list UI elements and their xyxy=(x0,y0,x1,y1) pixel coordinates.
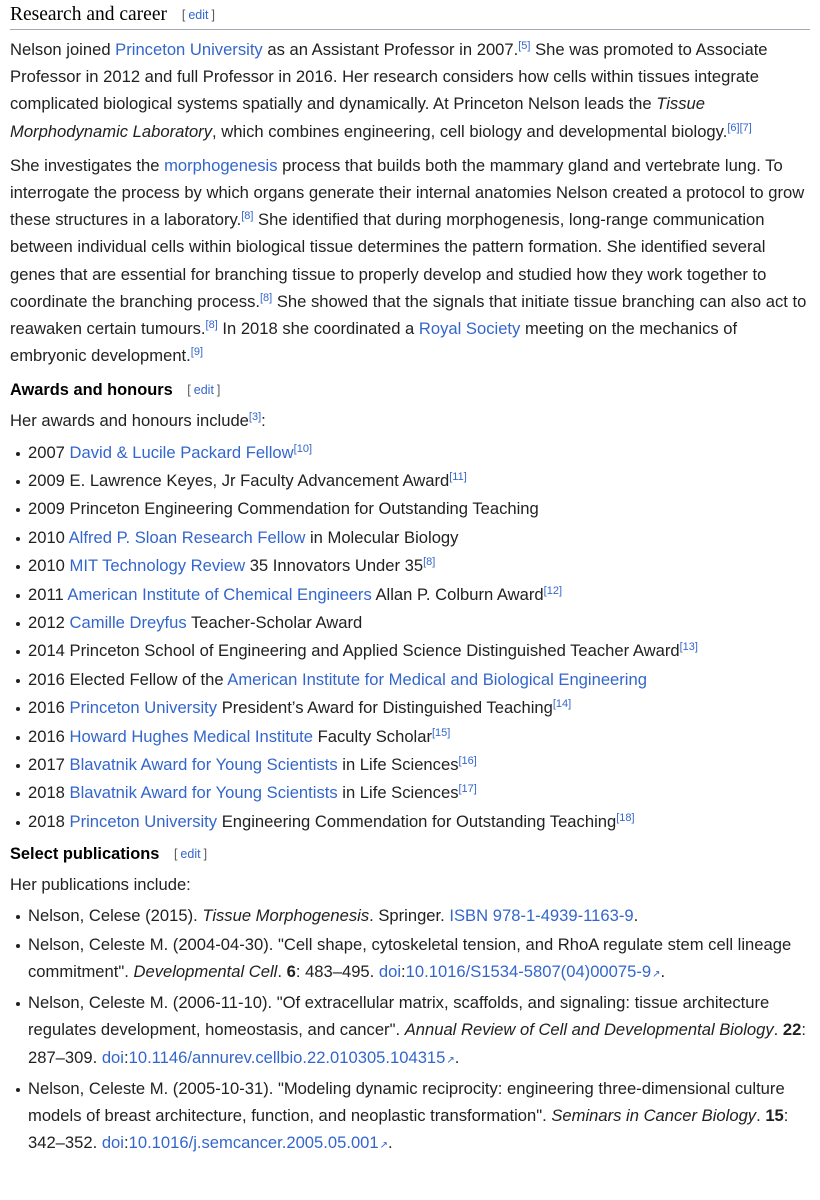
text-run: . xyxy=(277,961,287,981)
text-run: Her publications include: xyxy=(10,874,191,894)
list-item xyxy=(28,902,810,929)
text-run: Nelson, Celeste M. (2004-04-30). "Cell shape, cytoskeletal tension, and RhoA regulate stem cell lineage commitment". xyxy=(28,934,792,981)
text-run: . xyxy=(756,1106,766,1126)
text-run: Tissue Morphodynamic Laboratory xyxy=(10,94,705,141)
text-run: 2014 Princeton School of Engineering and Applied Science Distinguished Teacher Award xyxy=(28,641,680,661)
citation xyxy=(459,783,477,795)
citation-link[interactable]: [6][7] xyxy=(727,121,752,134)
text-run: 2010 xyxy=(28,527,69,547)
edit-link-awards[interactable]: edit xyxy=(193,383,214,398)
citation xyxy=(616,812,634,824)
text-run: : 342–352. xyxy=(28,1106,789,1153)
list-item xyxy=(28,637,810,664)
text-run: meeting on the mechanics of embryonic development. xyxy=(10,319,738,366)
text-run: Nelson, Celeste M. (2006-11-10). "Of extracellular matrix, scaffolds, and signaling: tissue architecture regulates development, homeostasis, and cancer". xyxy=(28,993,770,1040)
text-run: Allan P. Colburn Award xyxy=(371,584,544,604)
text-run: : xyxy=(123,1133,129,1153)
edit-link-research[interactable]: edit xyxy=(188,8,209,22)
citation xyxy=(206,319,218,331)
citation-link[interactable]: [11] xyxy=(449,471,467,484)
wiki-link[interactable]: Camille Dreyfus xyxy=(69,612,187,632)
text-run: 6 xyxy=(286,961,296,981)
section-heading-publications-title: Select publications xyxy=(10,844,160,863)
section-heading-research xyxy=(10,0,810,30)
wiki-link[interactable]: Royal Society xyxy=(418,319,521,339)
publications-intro xyxy=(10,871,810,898)
list-item xyxy=(28,666,810,693)
wiki-link[interactable]: 10.1146/annurev.cellbio.22.010305.104315 xyxy=(128,1047,446,1067)
citation-link[interactable]: [8] xyxy=(241,210,254,223)
text-run: in Life Sciences xyxy=(337,783,459,803)
citation-link[interactable]: [10] xyxy=(293,442,313,455)
research-paragraph-1 xyxy=(10,36,810,145)
section-heading-awards xyxy=(10,377,810,403)
text-run: She showed that the signals that initiate tissue branching can also act to reawaken certain tumours. xyxy=(10,291,807,339)
wiki-link[interactable]: American Institute of Chemical Engineers xyxy=(67,584,372,604)
citation xyxy=(553,698,571,710)
text-run: : 483–495. xyxy=(295,961,379,981)
wiki-link[interactable]: Princeton University xyxy=(69,811,218,831)
citation xyxy=(260,292,272,304)
text-run: in Molecular Biology xyxy=(305,527,459,547)
text-run: Nelson joined xyxy=(10,40,116,59)
wiki-link[interactable]: David & Lucile Packard Fellow xyxy=(69,442,294,462)
text-run: Teacher-Scholar Award xyxy=(186,612,363,632)
wiki-link[interactable]: 10.1016/j.semcancer.2005.05.001 xyxy=(128,1133,379,1153)
text-run: . xyxy=(454,1047,460,1067)
list-item xyxy=(28,552,810,579)
citation-link[interactable]: [13] xyxy=(679,641,698,654)
text-run: Faculty Scholar xyxy=(313,726,432,746)
section-heading-awards-title: Awards and honours xyxy=(10,381,173,400)
text-run: 2016 Elected Fellow of the xyxy=(28,669,228,689)
citation xyxy=(544,585,562,597)
edit-section-research: [ edit ] xyxy=(181,8,215,22)
wiki-link[interactable]: doi xyxy=(101,1047,124,1067)
research-paragraph-2 xyxy=(10,152,810,370)
list-item xyxy=(28,609,810,636)
text-run: She identified that during morphogenesis, long-range communication between individual cells within biological tissue determines the pattern formation. She identified several genes that are essential for branching tissue to properly develop and studied how they work together to coordinate the branching process. xyxy=(10,210,767,311)
citation-link[interactable]: [16] xyxy=(458,754,477,767)
text-run: . Springer. xyxy=(369,906,450,926)
citation xyxy=(423,556,435,568)
citation xyxy=(432,727,450,739)
citation xyxy=(459,755,477,767)
text-run: 2011 xyxy=(28,584,68,604)
text-run: 2009 E. Lawrence Keyes, Jr Faculty Advancement Award xyxy=(28,471,450,491)
edit-section-awards: [ edit ] xyxy=(187,383,221,398)
citation-link[interactable]: [15] xyxy=(432,726,451,739)
citation-link[interactable]: [17] xyxy=(458,783,477,796)
section-heading-publications xyxy=(10,841,810,867)
text-run: : xyxy=(261,411,266,431)
wiki-link[interactable]: 978-1-4939-1163-9 xyxy=(492,906,634,926)
list-item xyxy=(28,779,810,806)
list-item xyxy=(28,694,810,721)
text-run: : xyxy=(401,961,406,981)
text-run: Developmental Cell xyxy=(133,961,278,981)
list-item xyxy=(28,467,810,494)
text-run: In 2018 she coordinated a xyxy=(217,319,419,339)
list-item xyxy=(28,524,810,551)
wiki-link[interactable]: Princeton University xyxy=(115,40,263,59)
citation-link[interactable]: [12] xyxy=(543,584,563,597)
citation xyxy=(727,122,751,134)
text-run: 2018 xyxy=(28,783,70,803)
text-run: in Life Sciences xyxy=(337,754,459,774)
text-run: Seminars in Cancer Biology xyxy=(551,1106,757,1126)
wiki-link[interactable]: Blavatnik Award for Young Scientists xyxy=(69,783,338,803)
citation xyxy=(294,443,312,455)
citation-link[interactable]: [14] xyxy=(552,698,572,711)
text-run: 22 xyxy=(782,1020,802,1040)
text-run: , which combines engineering, cell biology and developmental biology. xyxy=(212,121,728,141)
text-run: She was promoted to Associate Professor in 2012 and full Professor in 2016. Her research considers how cells within tissues integrate complicated biological systems spatially and dynamically. At Princeton Nelson leads the xyxy=(10,40,768,114)
list-item xyxy=(28,808,810,835)
citation-link[interactable]: [8] xyxy=(423,556,436,569)
list-item xyxy=(28,723,810,750)
text-run: process that builds both the mammary gland and vertebrate lung. To interrogate the process by which organs generate their internal anatomies Nelson created a protocol to grow these structures in a laboratory. xyxy=(10,155,805,230)
text-run: Engineering Commendation for Outstanding Teaching xyxy=(217,811,617,831)
list-item xyxy=(28,989,810,1074)
external-link-icon: ↗ xyxy=(379,1140,389,1152)
wiki-link[interactable]: doi xyxy=(378,961,402,981)
text-run: 35 Innovators Under 35 xyxy=(245,556,424,576)
text-run: She investigates the xyxy=(10,155,165,175)
text-run: 2018 xyxy=(28,811,70,831)
text-run: as an Assistant Professor in 2007. xyxy=(262,40,519,59)
citation-link[interactable]: [5] xyxy=(518,40,531,52)
publications-list xyxy=(10,902,810,1159)
citation-link[interactable]: [18] xyxy=(616,811,635,824)
citation xyxy=(191,346,203,358)
wiki-link[interactable]: American Institute for Medical and Biological Engineering xyxy=(227,669,647,689)
text-run: Nelson, Celeste M. (2005-10-31). "Modeling dynamic reciprocity: engineering three-dimensional culture models of breast architecture, function, and neoplastic transformation". xyxy=(28,1078,785,1126)
text-run: : 287–309. xyxy=(28,1020,806,1067)
awards-list xyxy=(10,439,810,835)
text-run: 2009 Princeton Engineering Commendation for Outstanding Teaching xyxy=(28,499,539,519)
wiki-link[interactable]: doi xyxy=(101,1133,124,1153)
text-run: 2016 xyxy=(28,726,70,746)
text-run: : xyxy=(123,1047,129,1067)
list-item xyxy=(28,1075,810,1160)
wiki-link[interactable]: 10.1016/S1534-5807(04)00075-9 xyxy=(405,961,652,981)
text-run: Tissue Morphogenesis xyxy=(202,906,370,926)
citation xyxy=(680,641,698,653)
wiki-link[interactable]: ISBN xyxy=(449,906,489,926)
text-run: 2016 xyxy=(28,698,70,718)
text-run: . xyxy=(773,1020,783,1040)
text-run: . xyxy=(633,906,639,926)
citation-link[interactable]: [9] xyxy=(190,346,204,359)
list-item xyxy=(28,495,810,522)
text-run: Her awards and honours include xyxy=(10,411,249,431)
text-run: 2007 xyxy=(28,442,70,462)
text-run: Annual Review of Cell and Developmental Biology xyxy=(404,1020,774,1040)
citation-link[interactable]: [8] xyxy=(205,319,218,332)
wiki-link[interactable]: morphogenesis xyxy=(164,155,278,175)
external-link-icon: ↗ xyxy=(652,968,661,980)
citation xyxy=(518,40,530,52)
citation xyxy=(249,411,261,423)
wiki-link[interactable]: Blavatnik Award for Young Scientists xyxy=(69,754,338,774)
wiki-link[interactable]: Howard Hughes Medical Institute xyxy=(69,726,314,746)
wiki-link[interactable]: Alfred P. Sloan Research Fellow xyxy=(68,527,306,547)
text-run: 2012 xyxy=(28,612,70,632)
list-item xyxy=(28,751,810,778)
citation xyxy=(449,471,467,483)
text-run: 2010 xyxy=(28,556,70,576)
list-item xyxy=(28,931,810,988)
external-link-icon: ↗ xyxy=(446,1054,455,1066)
text-run: 2017 xyxy=(28,754,70,774)
text-run: . xyxy=(388,1133,393,1153)
awards-intro xyxy=(10,407,810,434)
citation-link[interactable]: [8] xyxy=(259,291,273,304)
text-run: 15 xyxy=(765,1106,784,1126)
citation-link[interactable]: [3] xyxy=(248,411,262,424)
section-heading-research-title: Research and career xyxy=(10,4,167,25)
edit-link-publications[interactable]: edit xyxy=(180,846,201,861)
wiki-link[interactable]: Princeton University xyxy=(69,698,218,718)
edit-section-publications: [ edit ] xyxy=(173,846,208,861)
wiki-link[interactable]: MIT Technology Review xyxy=(69,556,246,576)
text-run: . xyxy=(660,961,666,981)
text-run: Nelson, Celese (2015). xyxy=(28,906,203,926)
list-item xyxy=(28,439,810,466)
citation xyxy=(241,210,253,222)
list-item xyxy=(28,581,810,608)
text-run: President’s Award for Distinguished Teaching xyxy=(217,698,553,718)
